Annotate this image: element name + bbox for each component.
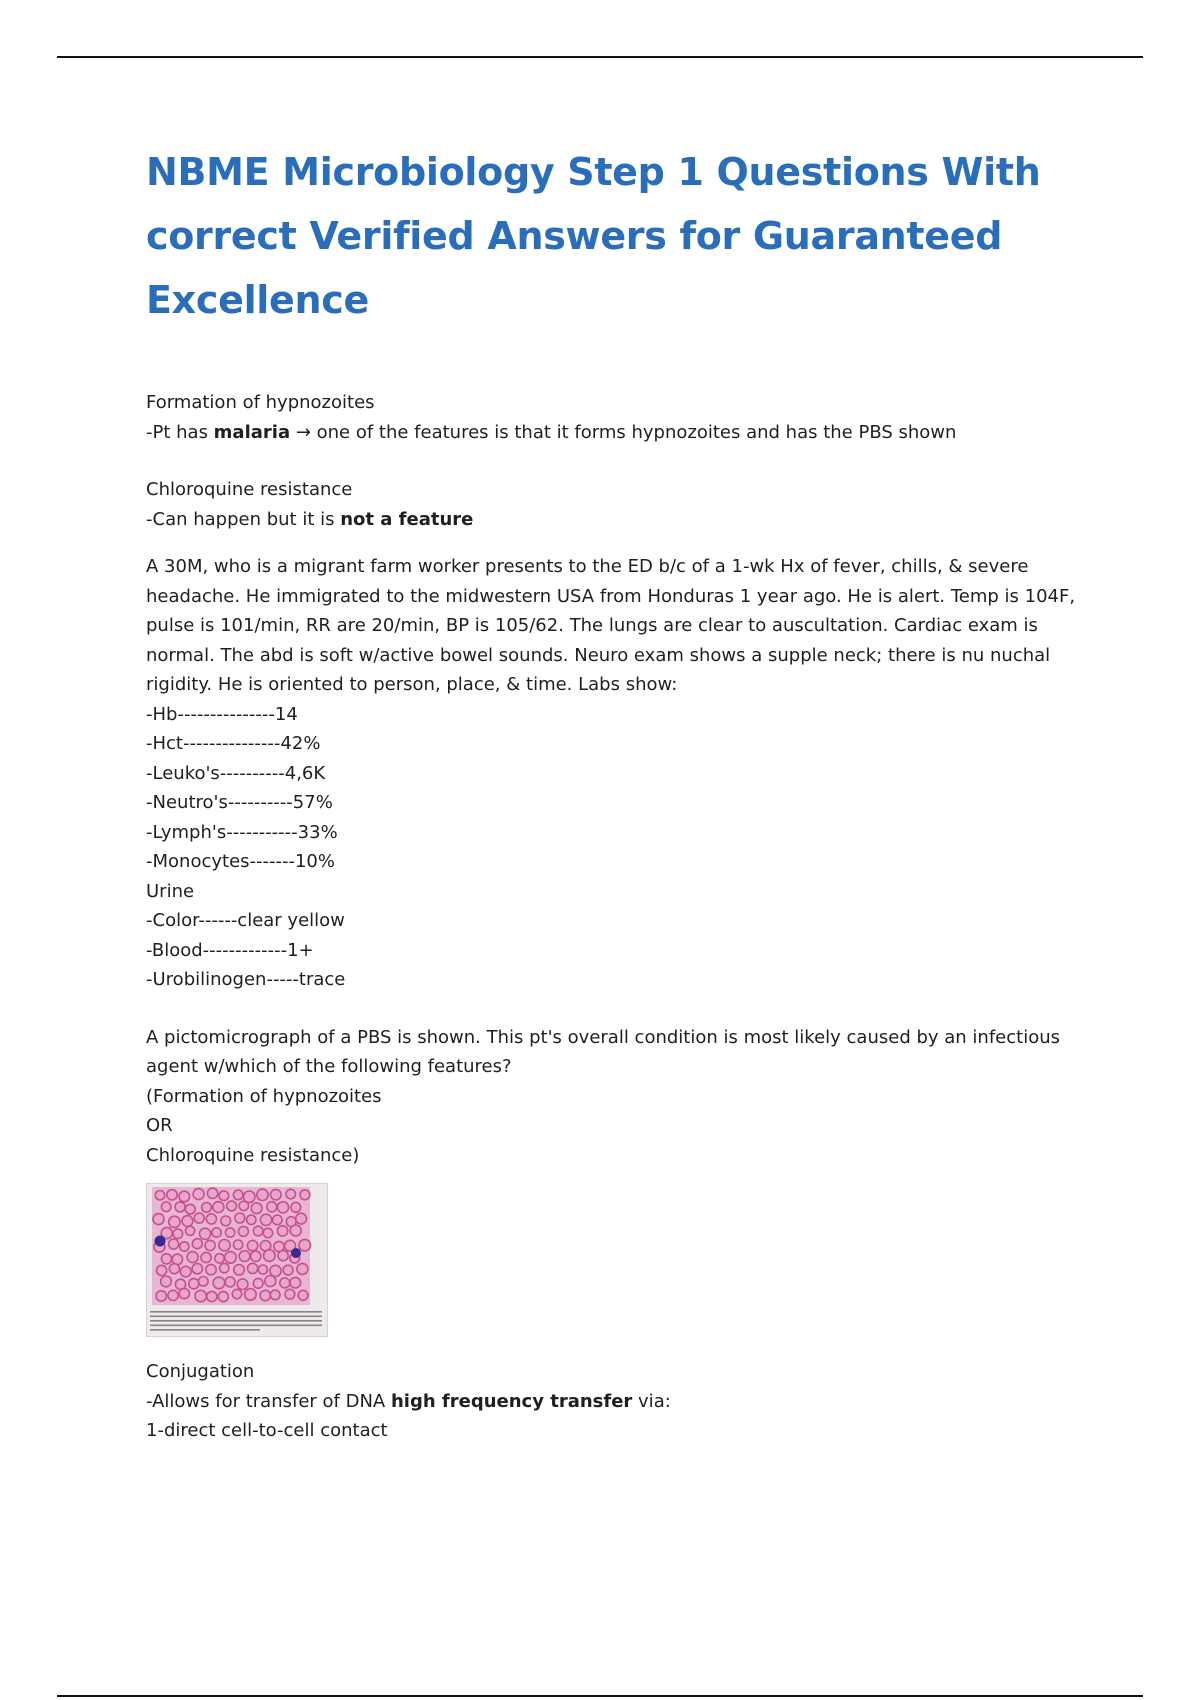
answer-heading: Chloroquine resistance (146, 479, 353, 500)
vignette-paragraph: A 30M, who is a migrant farm worker presents to the ED b/c of a 1-wk Hx of fever, chills, & severe headache. He immigrated to the midwestern USA from Honduras 1 year ago. He is alert. Temp is 104F, pulse is 101/min, RR are 20/min, BP is 105/62. The lungs are clear to auscultation. Cardiac exam is normal. The abd is soft w/active bowel sounds. Neuro exam shows a supple neck; there is nu nuchal rigidity. He is oriented to person, place, & time. Labs show: (146, 556, 1076, 695)
lab-value: -Hct---------------42% (146, 733, 321, 754)
red-blood-cell (155, 1191, 164, 1200)
red-blood-cell (221, 1216, 231, 1226)
red-blood-cell (253, 1226, 263, 1236)
red-blood-cell (219, 1191, 229, 1201)
red-blood-cell (239, 1201, 248, 1210)
red-blood-cell (232, 1289, 241, 1298)
red-blood-cell (253, 1278, 263, 1288)
red-blood-cell (169, 1239, 179, 1249)
red-blood-cell (195, 1290, 206, 1301)
red-blood-cell (193, 1189, 204, 1200)
red-blood-cell (263, 1228, 272, 1237)
red-blood-cell (179, 1289, 189, 1299)
red-blood-cell (225, 1252, 237, 1264)
red-blood-cell (213, 1202, 224, 1213)
red-blood-cell (175, 1202, 185, 1212)
red-blood-cell (153, 1214, 164, 1225)
figure-caption-line (150, 1311, 322, 1313)
blood-smear-micrograph (146, 1183, 328, 1337)
red-blood-cell (213, 1277, 225, 1289)
bold-term: not a feature (340, 508, 474, 530)
red-blood-cell (227, 1201, 237, 1211)
urine-value: -Color------clear yellow (146, 910, 345, 931)
red-blood-cell (186, 1226, 195, 1235)
red-blood-cell (264, 1250, 276, 1262)
red-blood-cell (161, 1202, 171, 1212)
red-blood-cell (219, 1240, 230, 1251)
red-blood-cell (286, 1189, 296, 1199)
document-title: NBME Microbiology Step 1 Questions With correct Verified Answers for Guaranteed Excellence (146, 150, 1041, 322)
text-segment: -Pt has (146, 421, 214, 443)
red-blood-cell (233, 1190, 243, 1200)
red-blood-cell (202, 1203, 212, 1213)
red-blood-cell (157, 1265, 167, 1275)
red-blood-cell (156, 1291, 166, 1301)
red-blood-cell (192, 1239, 202, 1249)
red-blood-cell (251, 1251, 261, 1261)
red-blood-cell (234, 1265, 245, 1276)
lab-value: -Monocytes-------10% (146, 851, 335, 872)
red-blood-cell (215, 1254, 224, 1263)
red-blood-cell (238, 1226, 248, 1236)
red-blood-cell (161, 1254, 171, 1264)
blood-smear-image (146, 1183, 328, 1337)
red-blood-cell (260, 1214, 271, 1225)
red-blood-cell (257, 1189, 268, 1200)
answer-option: (Formation of hypnozoites (146, 1085, 382, 1107)
urine-value: -Urobilinogen-----trace (146, 969, 346, 990)
red-blood-cell (290, 1225, 301, 1236)
red-blood-cell (247, 1240, 257, 1250)
answer-hypnozoites (146, 388, 1076, 447)
red-blood-cell (180, 1242, 189, 1251)
red-blood-cell (270, 1265, 281, 1276)
answer-explanation (146, 418, 1076, 448)
red-blood-cell (161, 1276, 172, 1287)
case-vignette (146, 552, 1076, 995)
red-blood-cell (169, 1216, 180, 1227)
red-blood-cell (225, 1228, 234, 1237)
red-blood-cell (206, 1264, 216, 1274)
red-blood-cell (280, 1278, 290, 1288)
red-blood-cell (200, 1228, 211, 1239)
red-blood-cell (248, 1263, 258, 1273)
red-blood-cell (206, 1214, 216, 1224)
white-blood-cell (291, 1248, 301, 1258)
red-blood-cell (179, 1191, 190, 1202)
text-segment: -Can happen but it is (146, 508, 341, 530)
answer-explanation: 1-direct cell-to-cell contact (146, 1420, 388, 1441)
red-blood-cell (201, 1252, 211, 1262)
red-blood-cell (185, 1204, 195, 1214)
red-blood-cell (251, 1203, 262, 1214)
bold-term: high frequency transfer (390, 1390, 633, 1412)
red-blood-cell (247, 1215, 256, 1224)
red-blood-cell (277, 1226, 287, 1236)
red-blood-cell (173, 1229, 183, 1239)
red-blood-cell (180, 1266, 191, 1277)
red-blood-cell (265, 1276, 276, 1287)
red-blood-cell (277, 1202, 288, 1213)
red-blood-cell (245, 1289, 257, 1301)
red-blood-cell (169, 1264, 179, 1274)
red-blood-cell (182, 1216, 193, 1227)
answer-heading: Formation of hypnozoites (146, 392, 375, 413)
text-segment: → one of the features is that it forms hypnozoites and has the PBS shown (290, 421, 957, 443)
answer-explanation (146, 1387, 1076, 1417)
red-blood-cell (273, 1215, 283, 1225)
urine-heading: Urine (146, 880, 195, 902)
red-blood-cell (205, 1240, 215, 1250)
question-paragraph: A pictomicrograph of a PBS is shown. This pt's overall condition is most likely caused by an infectious agent w/which of the following features? (146, 1026, 1061, 1077)
text-segment: -Allows for transfer of DNA (146, 1390, 391, 1412)
red-blood-cell (207, 1188, 217, 1198)
red-blood-cell (290, 1277, 301, 1288)
red-blood-cell (291, 1202, 301, 1212)
red-blood-cell (168, 1290, 178, 1300)
red-blood-cell (239, 1251, 250, 1262)
answer-option: Chloroquine resistance) (146, 1144, 360, 1166)
answer-heading: Conjugation (146, 1361, 255, 1382)
answer-explanation (146, 505, 1076, 535)
urine-value: -Blood-------------1+ (146, 939, 314, 961)
red-blood-cell (278, 1251, 288, 1261)
lab-value: -Leuko's----------4,6K (146, 762, 326, 784)
answer-conjugation (146, 1357, 1076, 1446)
red-blood-cell (297, 1263, 308, 1274)
red-blood-cell (220, 1263, 229, 1272)
document-body (146, 140, 1076, 1446)
red-blood-cell (270, 1290, 280, 1300)
red-blood-cell (207, 1291, 217, 1301)
bold-term: malaria (213, 421, 291, 443)
red-blood-cell (189, 1279, 199, 1289)
red-blood-cell (237, 1279, 248, 1290)
red-blood-cell (218, 1292, 228, 1302)
red-blood-cell (225, 1277, 235, 1287)
red-blood-cell (298, 1290, 308, 1300)
red-blood-cell (187, 1252, 198, 1263)
bottom-rule (57, 1695, 1143, 1697)
figure-caption-line (150, 1320, 322, 1322)
option-connector: OR (146, 1115, 173, 1136)
red-blood-cell (285, 1289, 295, 1299)
question-stem (146, 1023, 1076, 1171)
lab-value: -Hb---------------14 (146, 703, 298, 725)
red-blood-cell (199, 1277, 209, 1287)
lab-value: -Lymph's-----------33% (146, 821, 338, 843)
lab-value: -Neutro's----------57% (146, 792, 333, 813)
white-blood-cell (155, 1236, 166, 1247)
figure-caption-line (150, 1325, 322, 1327)
figure-caption-line (150, 1329, 260, 1331)
red-blood-cell (167, 1190, 177, 1200)
red-blood-cell (296, 1213, 307, 1224)
red-blood-cell (192, 1264, 202, 1274)
top-rule (57, 56, 1143, 58)
red-blood-cell (258, 1265, 267, 1274)
red-blood-cell (233, 1240, 242, 1249)
answer-chloroquine (146, 475, 1076, 534)
red-blood-cell (299, 1239, 311, 1251)
red-blood-cell (283, 1265, 293, 1275)
red-blood-cell (260, 1290, 270, 1300)
red-blood-cell (212, 1228, 221, 1237)
red-blood-cell (267, 1202, 277, 1212)
red-blood-cell (300, 1190, 310, 1200)
figure-caption-line (150, 1316, 322, 1318)
red-blood-cell (235, 1213, 245, 1223)
red-blood-cell (194, 1213, 204, 1223)
text-segment: via: (632, 1390, 671, 1412)
red-blood-cell (271, 1189, 282, 1200)
